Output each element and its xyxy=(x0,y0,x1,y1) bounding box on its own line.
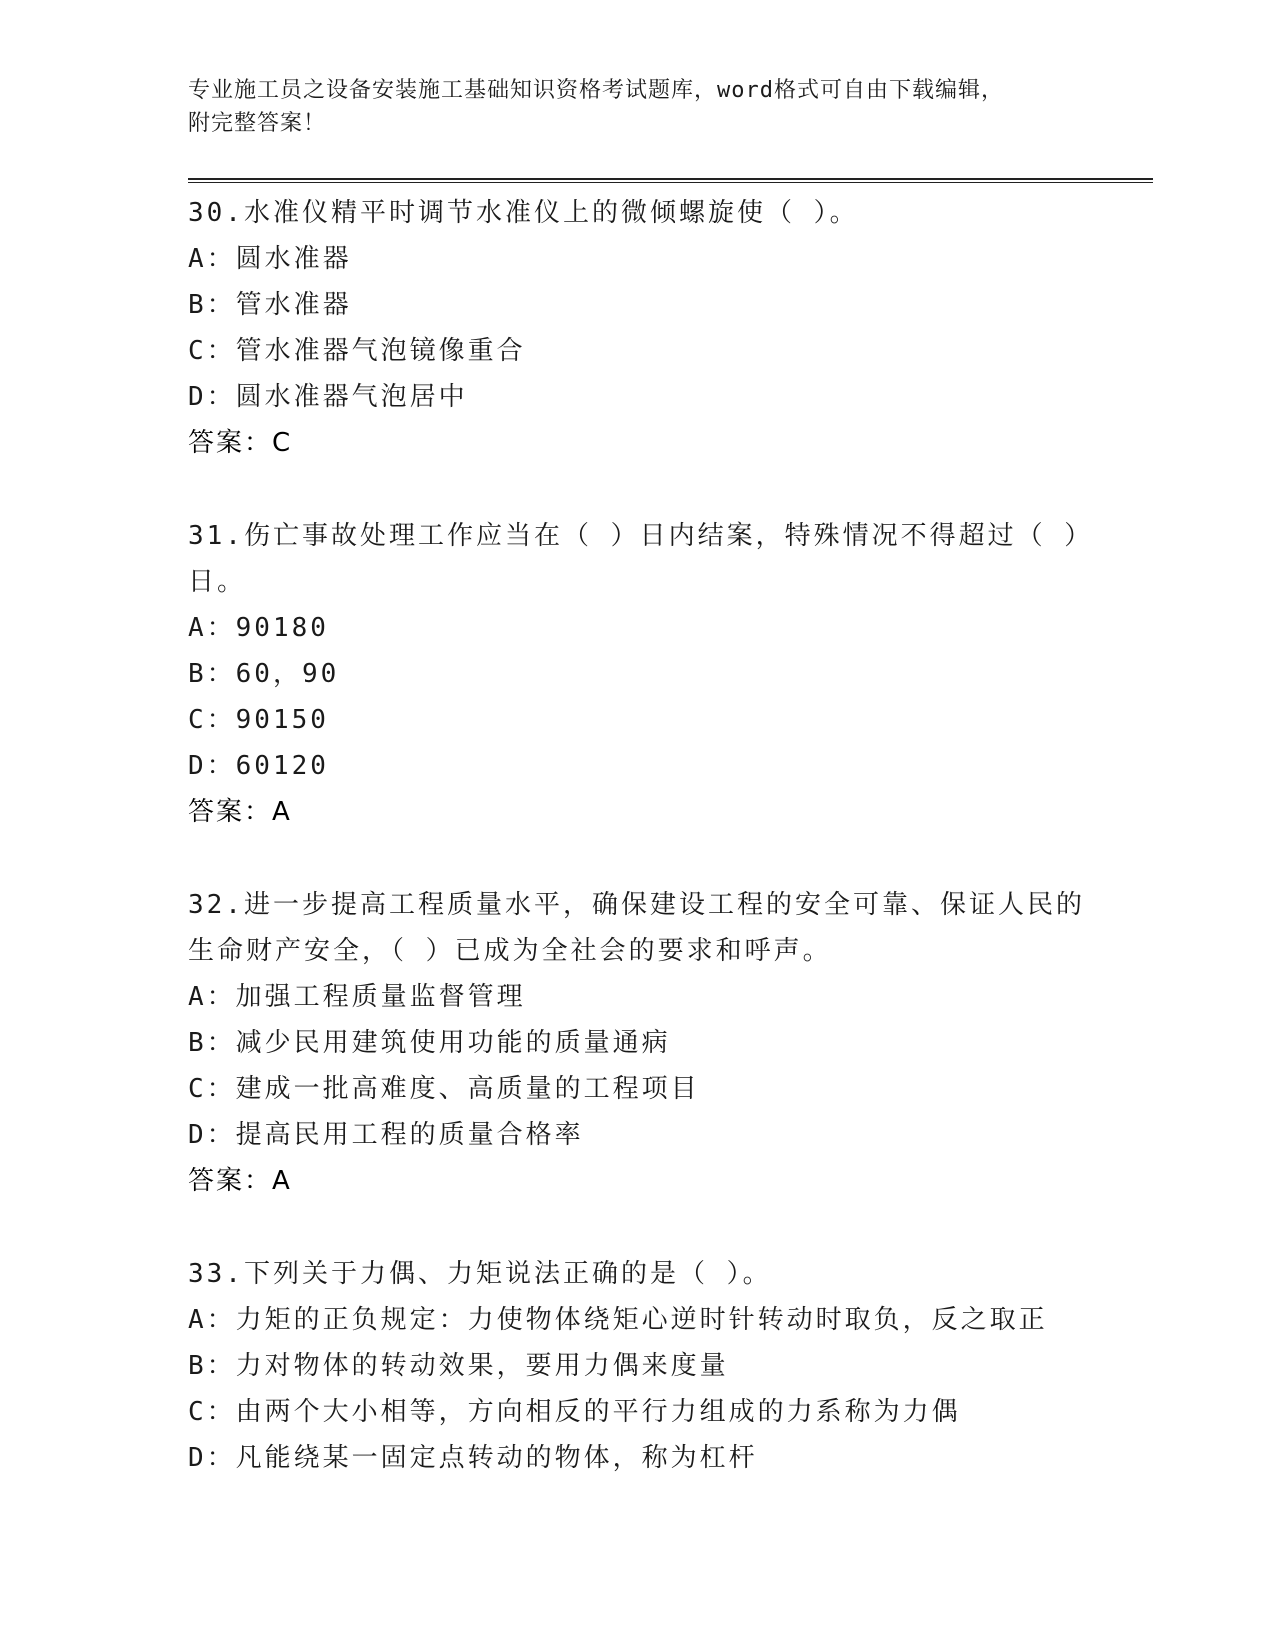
question-option: D：凡能绕某一固定点转动的物体，称为杠杆 xyxy=(188,1443,758,1473)
question-option: B：减少民用建筑使用功能的质量通病 xyxy=(188,1028,671,1058)
question-stem: 33.下列关于力偶、力矩说法正确的是（ ）。 xyxy=(188,1259,772,1289)
question-option: C：由两个大小相等，方向相反的平行力组成的力系称为力偶 xyxy=(188,1397,961,1427)
question-option: B：力对物体的转动效果，要用力偶来度量 xyxy=(188,1351,729,1381)
question-block xyxy=(188,882,1128,1204)
header-divider xyxy=(188,178,1153,183)
question-option: C：90150 xyxy=(188,705,329,735)
question-stem: 生命财产安全，（ ）已成为全社会的要求和呼声。 xyxy=(188,936,832,966)
question-block xyxy=(188,190,1128,466)
question-block xyxy=(188,1251,1128,1481)
question-option: B：管水准器 xyxy=(188,290,352,320)
document-header xyxy=(188,74,1068,140)
question-list xyxy=(188,190,1128,1528)
question-option: A：圆水准器 xyxy=(188,244,352,274)
question-option: C：管水准器气泡镜像重合 xyxy=(188,336,526,366)
question-stem: 32.进一步提高工程质量水平，确保建设工程的安全可靠、保证人民的 xyxy=(188,890,1085,920)
header-line-1: 专业施工员之设备安装施工基础知识资格考试题库，word格式可自由下载编辑， xyxy=(188,78,1004,103)
question-block xyxy=(188,513,1128,835)
question-answer: 答案：C xyxy=(188,428,293,458)
question-stem: 日。 xyxy=(188,567,247,597)
question-option: D：60120 xyxy=(188,751,329,781)
question-answer: 答案：A xyxy=(188,797,292,827)
question-option: A：90180 xyxy=(188,613,329,643)
question-option: A：力矩的正负规定：力使物体绕矩心逆时针转动时取负，反之取正 xyxy=(188,1305,1048,1335)
question-option: D：提高民用工程的质量合格率 xyxy=(188,1120,584,1150)
question-option: B：60，90 xyxy=(188,659,340,689)
question-stem: 30.水准仪精平时调节水准仪上的微倾螺旋使（ ）。 xyxy=(188,198,859,228)
question-option: D：圆水准器气泡居中 xyxy=(188,382,468,412)
header-line-2: 附完整答案！ xyxy=(188,111,327,136)
question-answer: 答案：A xyxy=(188,1166,292,1196)
question-stem: 31.伤亡事故处理工作应当在（ ）日内结案，特殊情况不得超过（ ） xyxy=(188,521,1094,551)
question-option: C：建成一批高难度、高质量的工程项目 xyxy=(188,1074,700,1104)
question-option: A：加强工程质量监督管理 xyxy=(188,982,526,1012)
